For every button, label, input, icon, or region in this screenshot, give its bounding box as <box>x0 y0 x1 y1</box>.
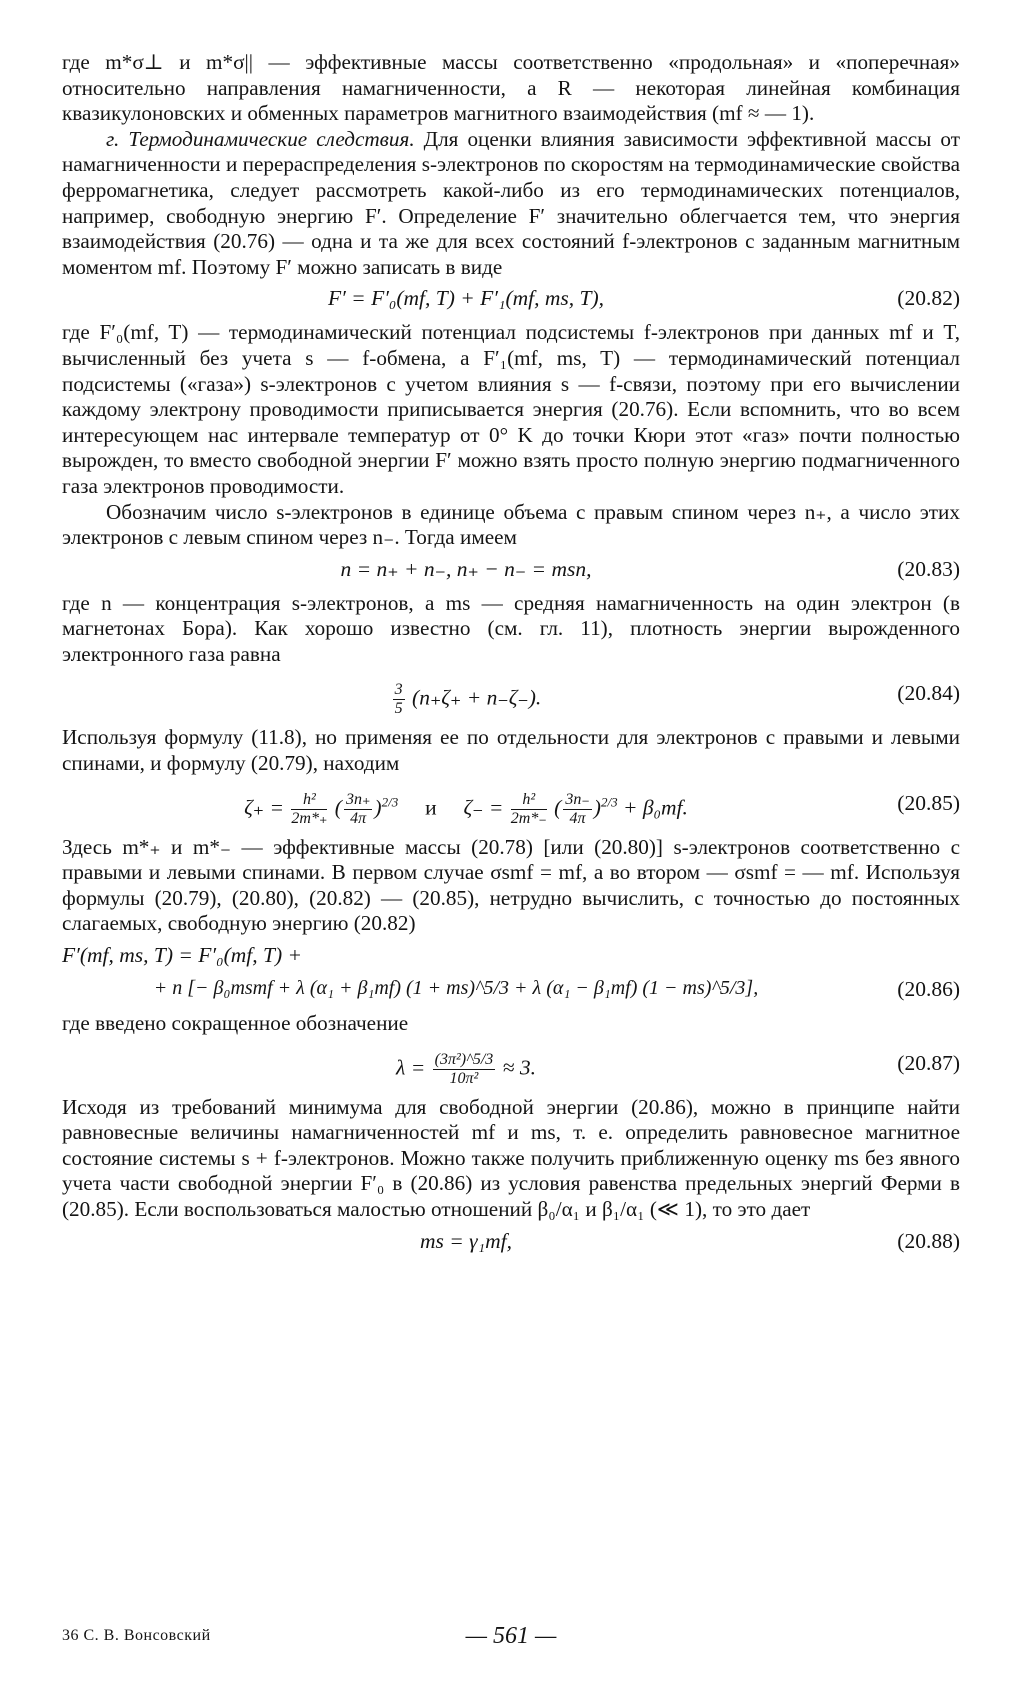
equation-20-82 <box>62 280 960 320</box>
equation-number: (20.84) <box>897 681 960 706</box>
equation-number: (20.86) <box>897 977 960 1002</box>
equation-20-85 <box>62 777 960 835</box>
paragraph: Здесь m*₊ и m*₋ — эффективные массы (20.78) [или (20.80)] s-электронов соответственно с правыми и левыми спинами. В первом случае σsmf = mf, а во втором — σsmf = — mf. Используя формулы (20.79), (20.80), (20.82) — (20.85), нетрудно вычислить, с точностью до постоянных слагаемых, свободную энергию (20.82) <box>62 834 960 936</box>
equation-20-88 <box>62 1223 960 1263</box>
fraction: $\frac{3n_-}{4\pi}$ <box>565 790 590 827</box>
equation-formula: n = n₊ + n₋, n₊ − n₋ = msn, <box>340 556 592 581</box>
section-title: г. Термодинамические следствия. <box>106 126 415 151</box>
equation-formula: ζ₊ = $\frac{\text{h²}}{2m*_+}$ ( $\frac{3n_+}{4\pi}$ )$^{2/3}$ и ζ₋ = $\frac{\text{h²}}{2m*_-}$ ( $\frac{3n_-}{4\pi}$ )$^{2/3}$ + β₀mf. <box>244 790 688 827</box>
fraction: $\frac{\text{h²}}{2m*_+}$ <box>291 790 328 827</box>
page-body <box>62 50 960 1263</box>
fraction: $\frac{3}{5}$ <box>394 681 403 718</box>
paragraph: Обозначим число s-электронов в единице объема с правым спином через n₊, а число этих электронов с левым спином через n₋. Тогда имеем <box>62 499 960 550</box>
paragraph: Исходя из требований минимума для свободной энергии (20.86), можно в принципе найти равновесные величины намагниченностей mf и ms, т. е. определить равновесное магнитное состояние системы s + f-электронов. Можно также получить приближенную оценку ms без явного учета части свободной энергии F′₀ в (20.86) из условия равенства предельных энергий Ферми в (20.85). Если воспользоваться малостью отношений β₀/α₁ и β₁/α₁ (≪ 1), то это дает <box>62 1094 960 1221</box>
paragraph: где F′₀(mf, T) — термодинамический потенциал подсистемы f-электронов при данных mf и T, вычисленный без учета s — f-обмена, а F′₁(mf, ms, T) — термодинамический потенциал подсистемы («газа») s-электронов с учетом влияния s — f-связи, поэтому при его вычислении каждому электрону проводимости приписывается энергия (20.76). Если вспомнить, что во всем интересующем нас интервале температур от 0° K до точки Кюри этот «газ» почти полностью вырожден, то вместо свободной энергии F′ можно взять просто полную энергию подмагниченного газа электронов проводимости. <box>62 320 960 498</box>
equation-formula: λ = $\frac{\text{(3π²)\textasciicircum{}5/3}}{\text{10π²}}$ ≈ 3. <box>396 1050 536 1087</box>
paragraph: где введено сокращенное обозначение <box>62 1011 409 1036</box>
equation-20-86-line-1 <box>62 937 960 971</box>
paragraph <box>62 127 960 281</box>
equation-number: (20.82) <box>897 286 960 311</box>
paragraph: где m*σ⊥ и m*σ|| — эффективные массы соответственно «продольная» и «поперечная» относительно направления намагниченности, а R — некоторая линейная комбинация квазикулоновских и обменных параметров магнитного взаимодействия (mf ≈ — 1). <box>62 50 960 126</box>
equation-20-87 <box>62 1037 960 1095</box>
equation-20-84 <box>62 667 960 725</box>
equation-formula: ms = γ₁mf, <box>420 1228 512 1253</box>
page-footer <box>62 1623 960 1653</box>
equation-20-83 <box>62 551 960 591</box>
equation-formula: + n [− β₀msmf + λ (α₁ + β₁mf) (1 + ms)^5/3 + λ (α₁ − β₁mf) (1 − ms)^5/3], <box>153 977 759 1000</box>
fraction: $\frac{\text{h²}}{2m*_-}$ <box>510 790 547 827</box>
footer-author: 36 С. В. Вонсовский <box>62 1627 211 1644</box>
equation-number: (20.83) <box>897 556 960 581</box>
equation-number: (20.85) <box>897 790 960 815</box>
paragraph-text: Для оценки влияния зависимости эффективной массы от намагниченности и перераспределения s-электронов по скоростям на термодинамические свойства ферромагнетика, следует рассмотреть какой-либо из его термодинамических потенциалов, например, свободную энергию F′. Определение F′ значительно облегчается тем, что энергия взаимодействия (20.76) — одна и та же для всех состояний f-электронов с заданным магнитным моментом mf. Поэтому F′ можно записать в виде <box>62 126 960 279</box>
paragraph: Используя формулу (11.8), но применяя ее по отдельности для электронов с правыми и левыми спинами, и формулу (20.79), находим <box>62 725 960 776</box>
equation-formula: $\frac{3}{5}$ (n₊ζ₊ + n₋ζ₋). <box>394 681 542 718</box>
equation-number: (20.88) <box>897 1228 960 1253</box>
page-number: — 561 — <box>465 1623 557 1649</box>
fraction: $\frac{3n_+}{4\pi}$ <box>345 790 371 827</box>
equation-number: (20.87) <box>897 1050 960 1075</box>
equation-formula: F′ = F′₀(mf, T) + F′₁(mf, ms, T), <box>327 286 605 311</box>
paragraph: где n — концентрация s-электронов, а ms — средняя намагниченность на один электрон (в магнетонах Бора). Как хорошо известно (см. гл. 11), плотность энергии вырожденного электронного газа равна <box>62 590 960 666</box>
equation-20-86-line-2 <box>62 971 960 1011</box>
fraction: $\frac{\text{(3π²)\textasciicircum{}5/3}}{\text{10π²}}$ <box>434 1050 494 1087</box>
equation-formula: F′(mf, ms, T) = F′₀(mf, T) + <box>62 943 302 968</box>
